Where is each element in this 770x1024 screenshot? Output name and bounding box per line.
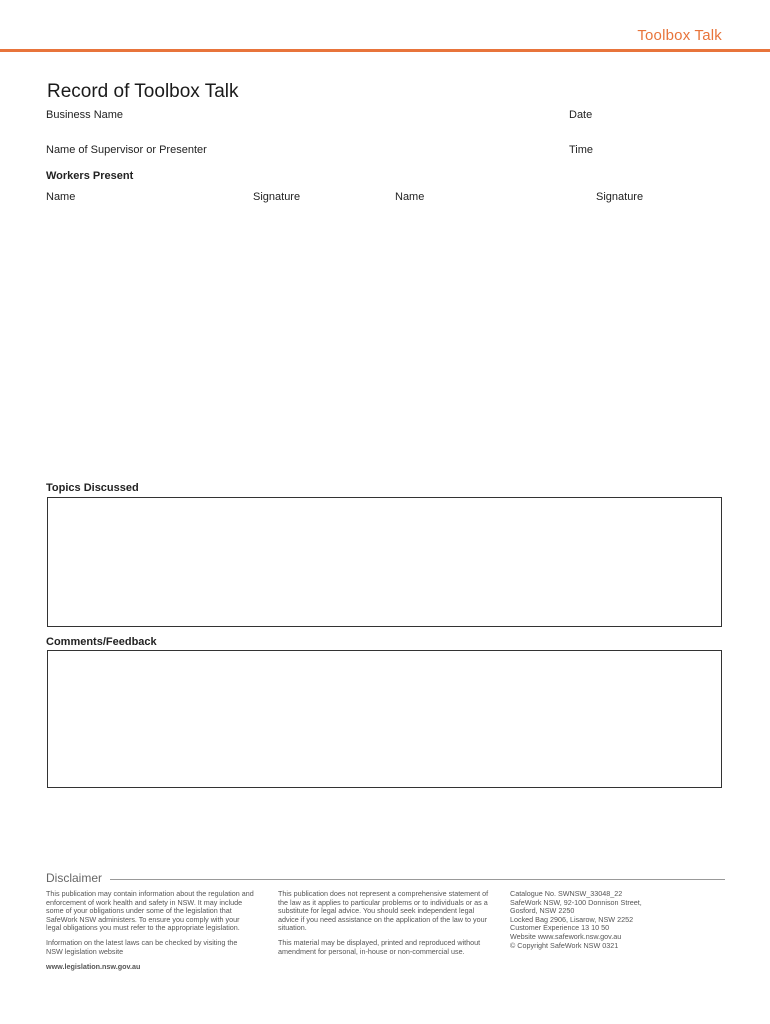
disclaimer-heading: Disclaimer bbox=[46, 871, 103, 885]
disclaimer-col2-paragraph-2: This material may be displayed, printed and reproduced without amendment for personal, in-house or non-commercial use. bbox=[278, 937, 481, 956]
copyright: © Copyright SafeWork NSW 0321 bbox=[510, 940, 619, 950]
disclaimer-col1-paragraph-1: This publication may contain information about the regulation and enforcement of work health and safety in NSW. It may include some of your obligations under some of the legislation that SafeWork NSW administers. To ensure you comply with your legal obligations you must refer to the appropriate legislation. bbox=[46, 889, 254, 933]
column-name-1: Name bbox=[46, 191, 76, 203]
column-name-2: Name bbox=[395, 191, 425, 203]
header-title: Toolbox Talk bbox=[637, 27, 722, 44]
workers-present-heading: Workers Present bbox=[46, 170, 134, 182]
catalogue-number: Catalogue No. SWNSW_33048_22 bbox=[510, 889, 623, 898]
comments-feedback-heading: Comments/Feedback bbox=[46, 636, 157, 648]
address-line-2: Gosford, NSW 2250 bbox=[510, 906, 575, 916]
customer-experience: Customer Experience 13 10 50 bbox=[510, 923, 610, 933]
header-divider bbox=[0, 49, 770, 52]
legislation-link[interactable]: www.legislation.nsw.gov.au bbox=[46, 962, 141, 972]
disclaimer-column-2 bbox=[278, 890, 493, 956]
column-signature-2: Signature bbox=[596, 191, 644, 203]
column-signature-1: Signature bbox=[253, 191, 301, 203]
disclaimer-divider bbox=[110, 879, 725, 880]
page-title: Record of Toolbox Talk bbox=[47, 81, 239, 102]
time-label: Time bbox=[569, 144, 594, 156]
disclaimer-column-1 bbox=[46, 890, 256, 972]
comments-feedback-box[interactable] bbox=[47, 650, 722, 788]
disclaimer-column-3 bbox=[510, 890, 720, 950]
topics-discussed-heading: Topics Discussed bbox=[46, 482, 139, 494]
locked-bag: Locked Bag 2906, Lisarow, NSW 2252 bbox=[510, 914, 634, 924]
business-name-label: Business Name bbox=[46, 109, 124, 121]
topics-discussed-box[interactable] bbox=[47, 497, 722, 627]
disclaimer-col2-paragraph-1: This publication does not represent a comprehensive statement of the law as it applies to particular problems or to individuals or as a substitute for legal advice. You should seek independent legal advice if you need assistance on the application of the law to your situation. bbox=[278, 889, 489, 933]
disclaimer-col1-paragraph-2: Information on the latest laws can be checked by visiting the NSW legislation website bbox=[46, 937, 238, 956]
address-line-1: SafeWork NSW, 92-100 Donnison Street, bbox=[510, 897, 642, 907]
date-label: Date bbox=[569, 109, 593, 121]
supervisor-label: Name of Supervisor or Presenter bbox=[46, 144, 207, 156]
website[interactable]: Website www.safework.nsw.gov.au bbox=[510, 931, 622, 941]
